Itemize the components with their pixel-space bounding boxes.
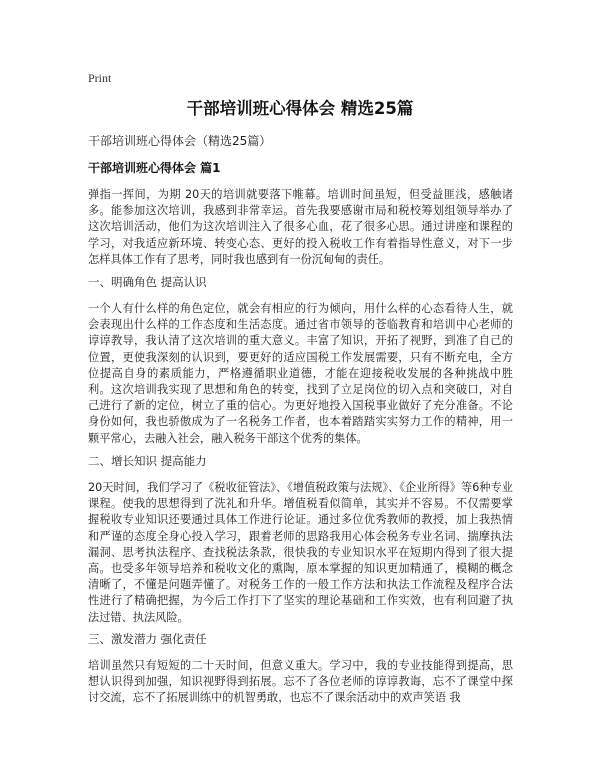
- article-section-title: 干部培训班心得体会 篇1: [88, 161, 221, 175]
- paragraph-intro: 弹指一挥间，为期 20天的培训就要落下帷幕。培训时间虽短，但受益匪浅，感触诸多。能参加这次培训，我感到非常幸运。首先我要感谢市局和税校筹划组领导举办了这次培训活动，他们为这次培训注入了很多心血，花了很多心思。通过讲座和课程的学习，对我适应新环境、转变心态、更好的投入税收工作有着指导性意义，对下一步怎样具体工作有了思考，同时我也感到有一份沉甸甸的责任。: [88, 188, 513, 266]
- paragraph-grow-knowledge: 20天时间，我们学习了《税收征管法》、《增值税政策与法规》、《企业所得》等6种专业课程。使我的思想得到了洗礼和升华。增值税看似简单，其实并不容易。不仅需要掌握税收专业知识还要通过具体工作进行论证。通过多位优秀教师的教授，加上我热情和严谨的态度全身心投入学习，跟着老师的思路我用心体会税务专业名词、揣摩执法漏洞、思考执法程序、查找税法条款，很快我的专业知识水平在短期内得到了很大提高。也受多年领导培养和税收文化的熏陶，原本掌握的知识更加精通了，模糊的概念清晰了，不懂是问题弄懂了。对税务工作的一般工作方法和执法工作流程及程序合法性进行了精确把握，为今后工作打下了坚实的理论基础和工作实效，也有利回避了执法过错、执法风险。: [88, 481, 513, 624]
- page-title: 干部培训班心得体会 精选25篇: [186, 99, 414, 118]
- heading-clarify-role: 一、明确角色 提高认识: [88, 275, 207, 289]
- document-subtitle: 干部培训班心得体会（精选25篇）: [88, 134, 272, 148]
- paragraph-clarify-role: 一个人有什么样的角色定位，就会有相应的行为倾向，用什么样的心态看待人生，就会表现出什么样的工作态度和生活态度。通过省市领导的苍临教育和培训中心老师的谆谆教导，我认清了这次培训的重大意义。丰富了知识，开拓了视野，到准了自己的位置，更使我深刻的认识到，要更好的适应国税工作发展需要，只有不断充电，全方位提高自身的素质能力，严格遵循职业道德，才能在迎接税收发展的各种挑战中胜利。这次培训我实现了思想和角色的转变，找到了立足岗位的切入点和突破口，对自己进行了新的定位，树立了重的信心。为更好地投入国税事业做好了充分准备。不论身份如何，我也骄傲成为了一名税务工作者，也本着踏踏实实努力工作的精神，用一颗平常心，去融入社会，融入税务干部这个优秀的集体。: [88, 302, 513, 445]
- heading-stimulate-potential: 三、激发潜力 强化责任: [88, 632, 207, 646]
- heading-grow-knowledge: 二、增长知识 提高能力: [88, 454, 207, 468]
- print-link[interactable]: Print: [88, 71, 112, 85]
- paragraph-stimulate-potential: 培训虽然只有短短的二十天时间，但意义重大。学习中，我的专业技能得到提高，思想认识得到加强，知识视野得到拓展。忘不了各位老师的谆谆教诲，忘不了课堂中探讨交流，忘不了拓展训练中的机智勇敢，也忘不了课余活动中的欢声笑语 我: [88, 659, 513, 705]
